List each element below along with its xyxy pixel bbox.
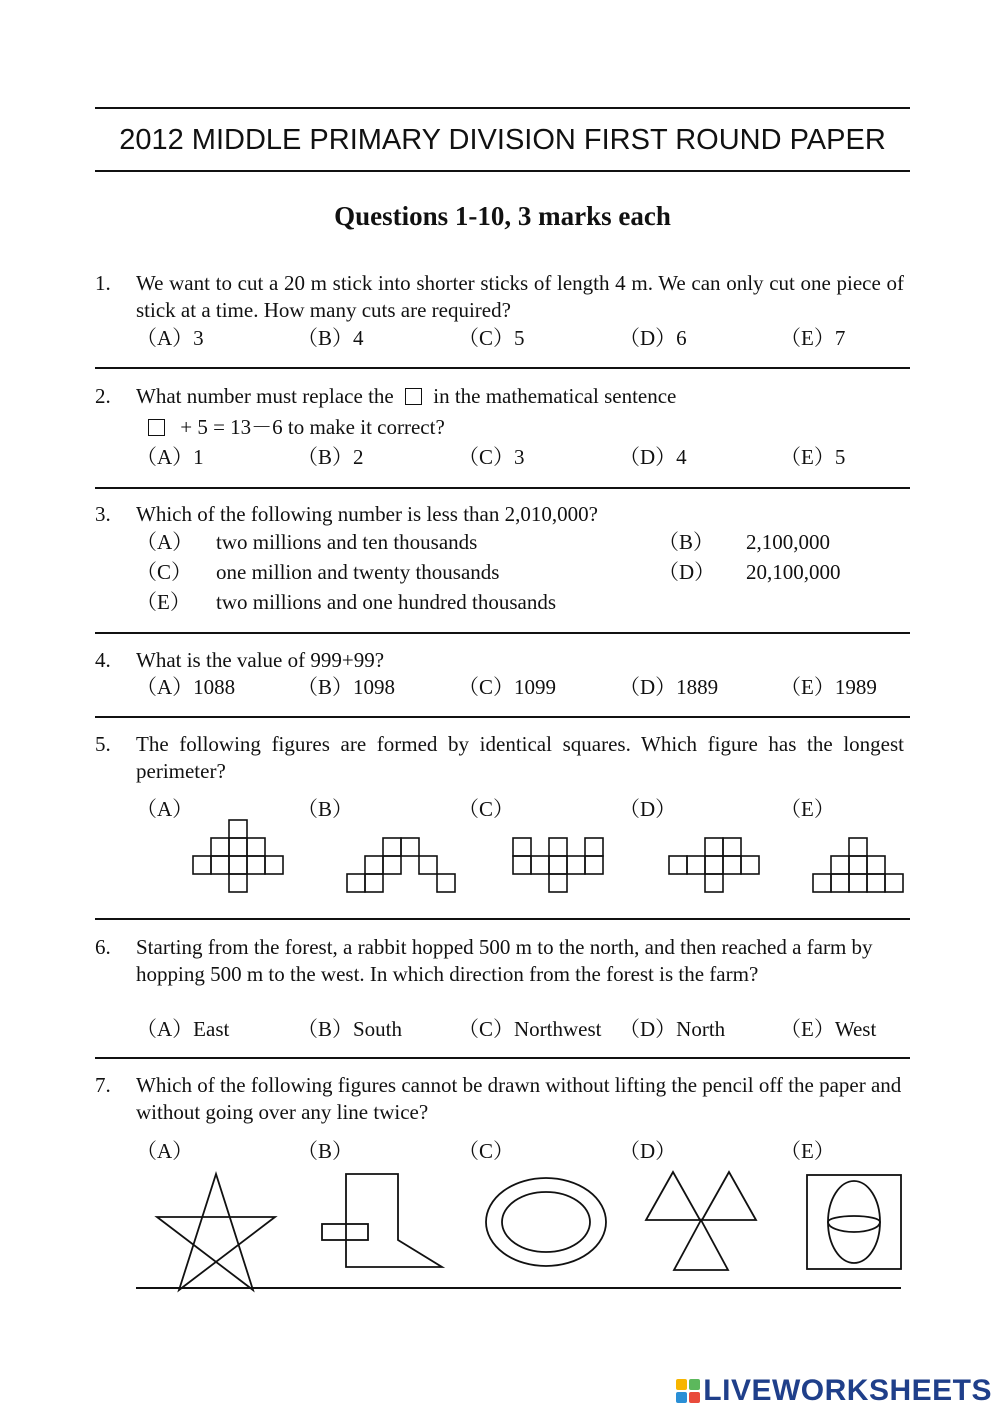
question-text: Which of the following number is less than 2,010,000? [136,502,598,526]
option-c[interactable]: （C）Northwest [458,1017,602,1041]
blank-box-icon [405,388,422,405]
title-rule [95,170,910,172]
figure-7e-box-ellipse[interactable] [804,1173,904,1271]
question-text: We want to cut a 20 m stick into shorter sticks of length 4 m. We can only cut one piece of stick at a time. How many cuts are required? [136,271,904,322]
option-d[interactable]: （D）4 [619,445,687,469]
option-d[interactable]: （D）6 [619,326,687,350]
option-c[interactable]: （C） [458,1139,515,1163]
figure-5a-squares[interactable] [192,819,286,893]
question-divider [95,632,910,634]
question-number: 2. [95,384,111,408]
question-divider [95,487,910,489]
option-e-text[interactable]: two millions and one hundred thousands [216,590,557,614]
option-e[interactable]: （E）West [780,1017,877,1041]
option-b[interactable]: （B）2 [297,445,364,469]
equation-text: + 5 = 13－6 to make it correct? [180,415,445,439]
option-c[interactable]: （C）3 [458,445,525,469]
option-e-label[interactable]: （E） [136,590,191,614]
option-a[interactable]: （A）1088 [136,675,236,699]
option-a[interactable]: （A）East [136,1017,230,1041]
blank-box-icon [148,419,165,436]
question-divider [95,1057,910,1059]
figure-5c-squares[interactable] [512,837,606,893]
liveworksheets-logo-icon [675,1378,701,1404]
question-text: The following figures are formed by identical squares. Which figure has the longest perimeter? [136,732,904,783]
option-b[interactable]: （B）4 [297,326,364,350]
option-c[interactable]: （C）5 [458,326,525,350]
question-number: 3. [95,502,111,526]
figure-7c-ring[interactable] [484,1176,608,1268]
figure-5d-squares[interactable] [668,837,762,893]
question-text: What is the value of 999+99? [136,648,385,672]
option-e[interactable]: （E）7 [780,326,846,350]
option-d[interactable]: （D） [619,1139,677,1163]
option-b-label[interactable]: （B） [658,530,715,554]
question-number: 4. [95,648,111,672]
question-divider [95,918,910,920]
question-divider [95,716,910,718]
option-a-label[interactable]: （A） [136,530,194,554]
option-a[interactable]: （A）3 [136,326,204,350]
option-c[interactable]: （C）1099 [458,675,557,699]
option-e[interactable]: （E）5 [780,445,846,469]
figure-7b-boot[interactable] [318,1172,446,1270]
option-d-label[interactable]: （D） [658,560,716,584]
figure-5e-squares[interactable] [812,837,906,893]
question-number: 1. [95,271,111,295]
option-c-label[interactable]: （C） [136,560,193,584]
page-title: 2012 MIDDLE PRIMARY DIVISION FIRST ROUND PAPER [119,124,886,156]
liveworksheets-brand [675,1373,992,1409]
brand-text: LIVEWORKSHEETS [703,1374,992,1407]
option-a-text[interactable]: two millions and ten thousands [216,530,478,554]
option-d[interactable]: （D）North [619,1017,726,1041]
option-e[interactable]: （E） [780,797,835,821]
top-rule [95,107,910,109]
option-d[interactable]: （D） [619,797,677,821]
option-d[interactable]: （D）1889 [619,675,719,699]
question-divider [95,367,910,369]
question-equation [148,414,445,441]
option-c-text[interactable]: one million and twenty thousands [216,560,500,584]
figure-5b-squares[interactable] [346,837,458,893]
option-d-text[interactable]: 20,100,000 [746,560,841,584]
question-text: Which of the following figures cannot be drawn without lifting the pencil off the paper and without going over any line twice? [136,1073,902,1124]
figure-7d-triangles[interactable] [643,1170,759,1272]
question-number: 7. [95,1073,111,1097]
option-b[interactable]: （B） [297,797,354,821]
question-text [136,383,676,410]
option-e[interactable]: （E）1989 [780,675,877,699]
option-b[interactable]: （B） [297,1139,354,1163]
figure-7a-star[interactable] [154,1172,278,1292]
option-c[interactable]: （C） [458,797,515,821]
option-b-text[interactable]: 2,100,000 [746,530,830,554]
option-b[interactable]: （B）South [297,1017,403,1041]
question-number: 5. [95,732,111,756]
option-a[interactable]: （A） [136,1139,194,1163]
question-text: Starting from the forest, a rabbit hopped 500 m to the north, and then reached a farm by hopping 500 m to the west. In which direction from the forest is the farm? [136,935,873,986]
option-b[interactable]: （B）1098 [297,675,396,699]
question-text-part: in the mathematical sentence [433,384,677,408]
section-subtitle: Questions 1-10, 3 marks each [334,201,671,231]
option-e[interactable]: （E） [780,1139,835,1163]
question-text-part: What number must replace the [136,384,394,408]
option-a[interactable]: （A） [136,797,194,821]
option-a[interactable]: （A）1 [136,445,204,469]
bottom-rule [136,1287,901,1289]
question-number: 6. [95,935,111,959]
